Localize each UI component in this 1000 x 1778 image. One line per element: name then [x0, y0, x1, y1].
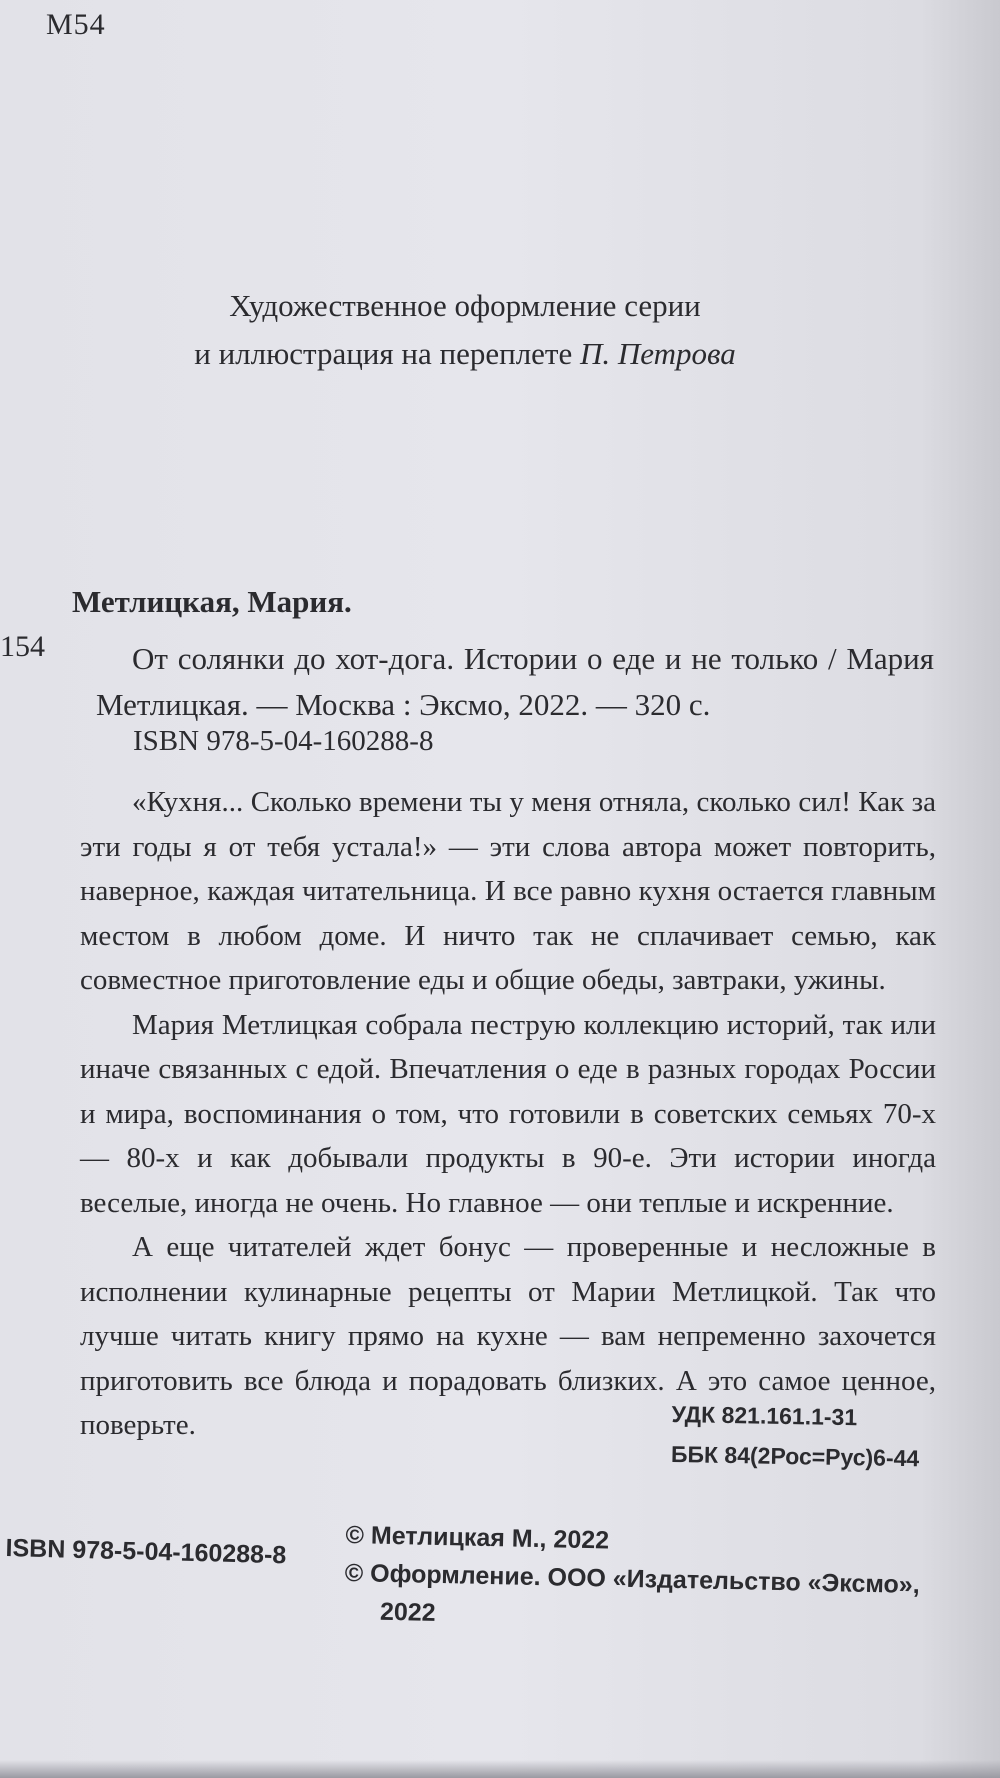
- annotation-paragraph: Мария Метлицкая собрала пеструю коллекцию историй, так или иначе связанных с едой. Впечатления о еде в разных городах России и мира, воспоминания о том, что готовили в советских семьях 70-х — 80-х и как добывали продукты в 90-е. Эти истории иногда веселые, иногда не очень. Но главное — они теплые и искренние.: [80, 1008, 936, 1219]
- annotation: [80, 780, 936, 1448]
- bbk-code: ББК 84(2Рос=Рус)6-44: [670, 1440, 920, 1472]
- copyright-year: 2022: [379, 1597, 436, 1627]
- isbn-line: ISBN 978-5-04-160288-8: [133, 725, 434, 757]
- classification-codes: [671, 1394, 921, 1478]
- show-through-ornament: ​: [110, 40, 130, 179]
- design-credit-line1: Художественное оформление серии: [229, 288, 701, 323]
- copyright-author: © Метлицкая М., 2022: [345, 1520, 610, 1555]
- corner-code: М54: [46, 8, 106, 41]
- bibliographic-description: От солянки до хот-дога. Истории о еде и не только / Мария Метлицкая. — Москва : Эксмо, 2022. — 320 с.: [96, 641, 934, 722]
- design-credit-line2: [0, 330, 930, 378]
- author-heading: Метлицкая, Мария.: [72, 584, 352, 619]
- page-edge-shadow: [0, 1760, 1000, 1778]
- udk-code: УДК 821.161.1-31: [671, 1400, 858, 1431]
- copyright-design: © Оформление. ООО «Издательство «Эксмо»,: [344, 1558, 920, 1600]
- copyright-block: [344, 1516, 921, 1642]
- annotation-paragraph: «Кухня... Сколько времени ты у меня отняла, сколько сил! Как за эти годы я от тебя устала!» — эти слова автора может повторить, наверное, каждая читательница. И все равно кухня остается главным местом в любом доме. И ничто так не сплачивает семью, как совместное приготовление еды и общие обеды, завтраки, ужины.: [80, 786, 936, 996]
- side-code: 154: [0, 630, 45, 663]
- isbn-bottom: ISBN 978-5-04-160288-8: [5, 1534, 287, 1570]
- illustrator-name: П. Петрова: [579, 336, 736, 371]
- design-credit-prefix: и иллюстрация на переплете: [194, 336, 580, 371]
- design-credit: [0, 282, 930, 378]
- annotation-paragraph: А еще читателей ждет бонус — проверенные и несложные в исполнении кулинарные рецепты от Марии Метлицкой. Так что лучше читать книгу прямо на кухне — вам непременно захочется приготовить все блюда и порадовать близких. А это самое ценное, поверьте.: [80, 1231, 936, 1441]
